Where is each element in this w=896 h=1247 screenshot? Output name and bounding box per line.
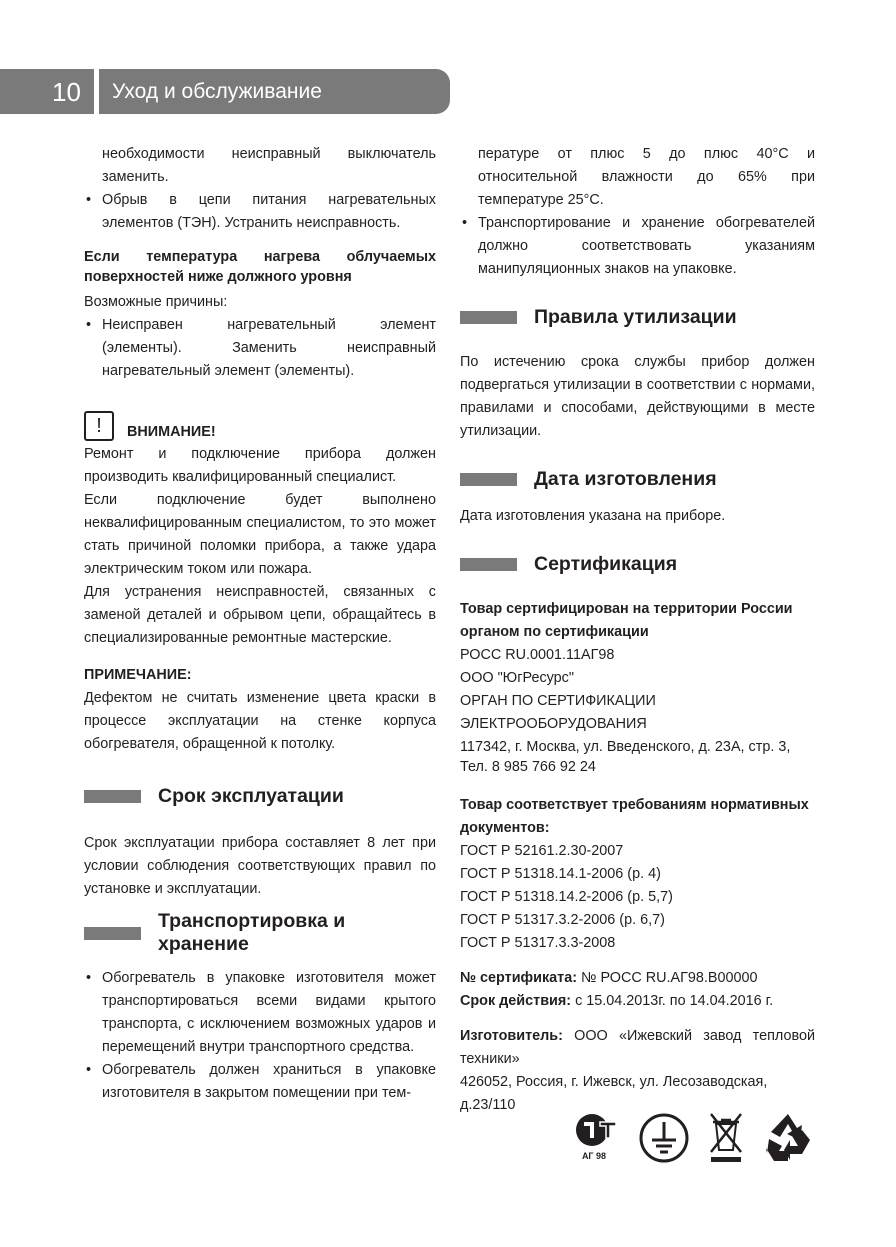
service-life-title: Срок эксплуатации: [158, 784, 344, 807]
warning-icon: !: [84, 411, 114, 441]
standard-item: ГОСТ Р 52161.2.30-2007: [460, 843, 624, 859]
heading-bar: [460, 558, 517, 571]
ground-icon: [638, 1112, 690, 1164]
transport-bullet-3: • Транспортирование и хранение обогревателей должно соответствовать указаниям манипуляционных знаков на упаковке.: [460, 212, 815, 281]
possible-causes: Возможные причины:: [84, 294, 228, 310]
intro-continuation: необходимости неисправный выключатель заменить.: [102, 146, 436, 185]
recycle-icon: [762, 1112, 814, 1162]
warning-text-2: Если подключение будет выполнено неквалифицированным специалистом, то это может стать причиной поломки прибора, а также удара электрическим током или пожара.: [84, 492, 436, 577]
manufacturer-address: 426052, Россия, г. Ижевск, ул. Лесозаводская, д.23/110: [460, 1074, 768, 1113]
page-number: 10: [52, 77, 81, 107]
disposal-text: По истечению срока службы прибор должен подвергаться утилизации в соответствии с нормами, правилами и способами, действующими в месте утилизации.: [460, 354, 815, 439]
weee-bin-icon: [708, 1112, 744, 1164]
note-label: ПРИМЕЧАНИЕ:: [84, 667, 192, 683]
transport-title: Транспортировка и хранение: [158, 910, 346, 955]
transport-bullet-2: • Обогреватель должен храниться в упаковке изготовителя в закрытом помещении при тем-: [84, 1059, 436, 1105]
bullet-faulty-element: • Неисправен нагревательный элемент (элементы). Заменить неисправный нагревательный элемент (элементы).: [84, 314, 436, 383]
warning-text-1: Ремонт и подключение прибора должен производить квалифицированный специалист.: [84, 446, 436, 485]
heading-bar: [460, 311, 517, 324]
cert-line: ООО "ЮгРесурс": [460, 670, 574, 686]
cert-line: ОРГАН ПО СЕРТИФИКАЦИИ: [460, 693, 656, 709]
section-heading-mfg-date: [460, 465, 815, 493]
standard-item: ГОСТ Р 51318.14.2-2006 (р. 5,7): [460, 889, 673, 905]
certification-marks: [572, 1112, 814, 1164]
section-heading-transport: [84, 910, 436, 955]
disposal-title: Правила утилизации: [534, 305, 737, 328]
cert-line: 117342, г. Москва, ул. Введенского, д. 23А, стр. 3,: [460, 739, 791, 755]
cert-number-value: № РОСС RU.АГ98.В00000: [577, 970, 758, 986]
warning-block: [84, 405, 436, 441]
validity-label: Срок действия:: [460, 993, 572, 1009]
mfg-date-text: Дата изготовления указана на приборе.: [460, 508, 726, 524]
cert-title: Сертификация: [534, 552, 678, 575]
header-divider: [94, 69, 99, 114]
low-temp-heading: Если температура нагрева облучаемых поверхностей ниже должного уровня: [84, 249, 436, 285]
standard-item: ГОСТ Р 51317.3.3-2008: [460, 935, 616, 951]
section-heading-service-life: [84, 782, 436, 810]
standard-item: ГОСТ Р 51318.14.1-2006 (р. 4): [460, 866, 661, 882]
cert-validity: [460, 990, 815, 1013]
service-life-text: Срок эксплуатации прибора составляет 8 лет при условии соблюдения соответствующих правил по установке и эксплуатации.: [84, 835, 436, 897]
cert-number: [460, 967, 815, 990]
page-header: [0, 69, 450, 114]
cert-line: ЭЛЕКТРООБОРУДОВАНИЯ: [460, 716, 647, 732]
section-heading-disposal: [460, 303, 815, 331]
validity-value: с 15.04.2013г. по 14.04.2016 г.: [571, 993, 774, 1009]
left-column: [84, 143, 436, 1105]
note-text: Дефектом не считать изменение цвета краски в процессе эксплуатации на стенке корпуса обогревателя, обращенной к потолку.: [84, 690, 436, 752]
cert-line: РОСС RU.0001.11АГ98: [460, 647, 615, 663]
standards-heading: Товар соответствует требованиям нормативных документов:: [460, 797, 809, 836]
pct-mark-icon: [572, 1112, 624, 1162]
mfg-date-title: Дата изготовления: [534, 467, 717, 490]
manufacturer: [460, 1025, 815, 1071]
section-title: Уход и обслуживание: [112, 80, 322, 103]
standard-item: ГОСТ Р 51317.3.2-2006 (р. 6,7): [460, 912, 665, 928]
right-column: [460, 143, 815, 1117]
manufacturer-label: Изготовитель:: [460, 1028, 563, 1044]
cert-number-label: № сертификата:: [460, 970, 578, 986]
bullet-open-circuit: • Обрыв в цепи питания нагревательных элементов (ТЭН). Устранить неисправность.: [84, 189, 436, 235]
pct-mark-code: АГ 98: [581, 1151, 607, 1161]
warning-text-3: Для устранения неисправностей, связанных с заменой деталей и обрывом цепи, обращайтесь в специализированные ремонтные мастерские.: [84, 584, 436, 646]
cert-line: Тел. 8 985 766 92 24: [460, 759, 596, 775]
heading-bar: [84, 790, 141, 803]
storage-continuation: пературе от плюс 5 до плюс 40°С и относительной влажности до 65% при температуре 25°С.: [478, 146, 815, 208]
section-heading-certification: [460, 550, 815, 578]
heading-bar: [460, 473, 517, 486]
transport-bullet-1: • Обогреватель в упаковке изготовителя может транспортироваться всеми видами крытого транспорта, с исключением возможных ударов и перемещений внутри транспортного средства.: [84, 967, 436, 1059]
heading-bar: [84, 927, 141, 940]
cert-heading: Товар сертифицирован на территории России органом по сертификации: [460, 601, 793, 640]
warning-label: ВНИМАНИЕ!: [127, 424, 216, 440]
manufacturer-value: ООО «Ижевский завод тепловой техники»: [460, 1028, 815, 1067]
